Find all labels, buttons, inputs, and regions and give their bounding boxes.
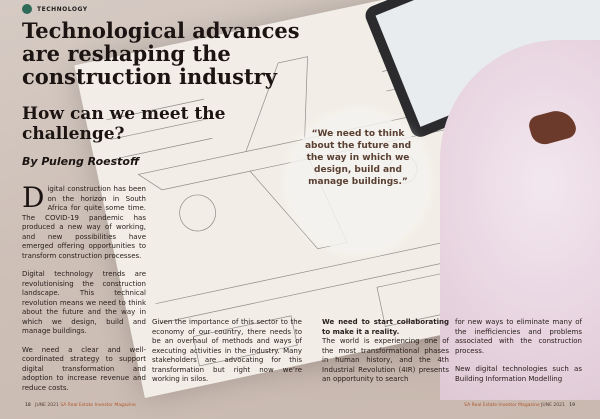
section-tag [22, 4, 88, 14]
paragraph: We need a clear and well-coordinated strategy to support digital transformation and adoption to increase revenue and reduce costs. [22, 345, 146, 392]
publication-name: SA Real Estate Investor Magazine [60, 403, 136, 408]
text-column-4 [455, 318, 582, 393]
section-tag-icon [22, 4, 32, 14]
section-tag-label: TECHNOLOGY [37, 5, 88, 13]
page-number: 19 [569, 403, 575, 408]
column-heading: We need to start collaborating to make it a reality. [322, 318, 449, 336]
paragraph [22, 181, 146, 261]
pull-quote: “We need to think about the future and the way in which we design, build and manage buildings.” [304, 129, 412, 187]
byline: By Puleng Roestoff [22, 155, 140, 168]
footer-left [22, 403, 136, 408]
footer-date: JUNE 2021 [541, 403, 565, 408]
drop-cap: D [22, 181, 45, 214]
article-subtitle: How can we meet the challenge? [22, 104, 226, 144]
footer-date: JUNE 2021 [35, 403, 59, 408]
paragraph: Digital technology trends are revolutionising the construction landscape. This technical revolution means we need to think about the future and the way in which we design, build and manage buildings. [22, 270, 146, 335]
text-column-2 [152, 318, 302, 394]
paragraph: The world is experiencing one of the most transformational phases in human history, and the 4th Industrial Revolution (4IR) presents an opportunity to search [322, 337, 449, 383]
text-column-3 [322, 318, 449, 394]
page-number: 18 [25, 403, 31, 408]
paragraph: New digital technologies such as Building Information Modelling [455, 365, 582, 383]
paragraph: for new ways to eliminate many of the inefficiencies and problems associated with the construction process. [455, 318, 582, 355]
text-column-1 [22, 181, 146, 402]
publication-name: SA Real Estate Investor Magazine [464, 403, 540, 408]
paragraph-text: igital construction has been on the horizon in South Africa for quite some time. The COVID-19 pandemic has produced a new way of working, and new possibilities have emerged offering opportunities to transform construction processes. [22, 185, 146, 260]
footer-right [464, 403, 578, 408]
paragraph: Given the importance of this sector to the economy of our country, there needs to be an overhaul of methods and ways of executing activities in the industry. Many stakeholders are advocating for this transformation but right now we’re working in silos. [152, 318, 302, 383]
article-title: Technological advances are reshaping the construction industry [22, 18, 300, 89]
